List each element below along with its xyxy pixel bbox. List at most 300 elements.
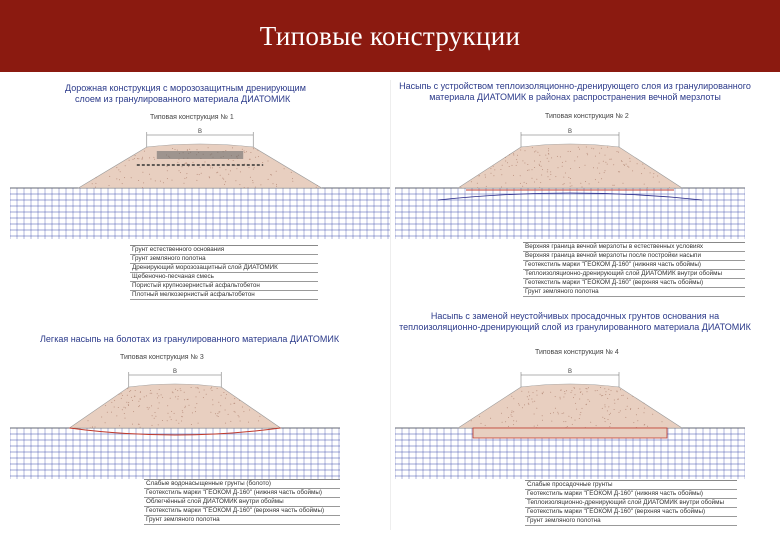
texture-dot — [177, 150, 178, 151]
texture-dot — [225, 150, 226, 151]
texture-dot — [253, 148, 254, 149]
slide-title: Типовые конструкции — [259, 20, 521, 51]
texture-dot — [270, 174, 271, 175]
texture-dot — [555, 176, 556, 177]
ground-grid — [10, 428, 340, 479]
texture-dot — [152, 415, 153, 416]
texture-dot — [260, 184, 261, 185]
texture-dot — [219, 412, 220, 413]
texture-dot — [193, 162, 194, 163]
panel-divider — [390, 80, 391, 530]
texture-dot — [582, 408, 583, 409]
texture-dot — [119, 394, 120, 395]
texture-dot — [109, 185, 110, 186]
texture-dot — [636, 414, 637, 415]
texture-dot — [460, 187, 461, 188]
texture-dot — [174, 413, 175, 414]
texture-dot — [107, 412, 108, 413]
texture-dot — [547, 171, 548, 172]
texture-dot — [545, 155, 546, 156]
texture-dot — [209, 176, 210, 177]
texture-dot — [490, 418, 491, 419]
texture-dot — [521, 391, 522, 392]
texture-dot — [254, 167, 255, 168]
texture-dot — [234, 398, 235, 399]
texture-dot — [622, 161, 623, 162]
texture-dot — [570, 178, 571, 179]
title-line: Насыпь с устройством теплоизоляционно-дренирующего слоя из гранулированного — [399, 81, 751, 91]
texture-dot — [608, 406, 609, 407]
texture-dot — [537, 152, 538, 153]
replacement-layer — [473, 428, 667, 438]
legend-row: Слабые водонасыщенные грунты (болото) — [144, 480, 340, 489]
texture-dot — [139, 405, 140, 406]
texture-dot — [512, 416, 513, 417]
texture-dot — [197, 387, 198, 388]
texture-dot — [239, 184, 240, 185]
texture-dot — [172, 148, 173, 149]
texture-dot — [490, 168, 491, 169]
texture-dot — [122, 183, 123, 184]
texture-dot — [610, 413, 611, 414]
texture-dot — [534, 426, 535, 427]
texture-dot — [122, 395, 123, 396]
texture-dot — [617, 391, 618, 392]
texture-dot — [138, 406, 139, 407]
texture-dot — [614, 400, 615, 401]
texture-dot — [284, 168, 285, 169]
texture-dot — [92, 183, 93, 184]
texture-dot — [249, 410, 250, 411]
texture-dot — [217, 415, 218, 416]
texture-dot — [647, 426, 648, 427]
legend-row: Геотекстиль марки "ГЕОКОМ Д-160" (нижняя часть обоймы) — [523, 261, 745, 270]
texture-dot — [624, 165, 625, 166]
texture-dot — [550, 174, 551, 175]
texture-dot — [124, 177, 125, 178]
texture-dot — [259, 416, 260, 417]
texture-dot — [563, 397, 564, 398]
cross-section-drawing — [395, 124, 745, 239]
texture-dot — [199, 392, 200, 393]
texture-dot — [539, 165, 540, 166]
texture-dot — [225, 398, 226, 399]
texture-dot — [575, 403, 576, 404]
texture-dot — [249, 167, 250, 168]
texture-dot — [481, 423, 482, 424]
texture-dot — [586, 147, 587, 148]
texture-dot — [176, 420, 177, 421]
texture-dot — [134, 158, 135, 159]
texture-dot — [607, 164, 608, 165]
texture-dot — [167, 170, 168, 171]
texture-dot — [513, 420, 514, 421]
texture-dot — [513, 155, 514, 156]
texture-dot — [547, 169, 548, 170]
legend-row: Грунт земляного полотна — [525, 517, 737, 526]
texture-dot — [512, 411, 513, 412]
texture-dot — [536, 408, 537, 409]
texture-dot — [582, 187, 583, 188]
texture-dot — [119, 179, 120, 180]
texture-dot — [568, 151, 569, 152]
texture-dot — [642, 164, 643, 165]
texture-dot — [220, 405, 221, 406]
texture-dot — [137, 158, 138, 159]
texture-dot — [135, 155, 136, 156]
texture-dot — [201, 173, 202, 174]
texture-dot — [133, 411, 134, 412]
texture-dot — [621, 395, 622, 396]
texture-dot — [238, 415, 239, 416]
texture-dot — [90, 427, 91, 428]
texture-dot — [177, 399, 178, 400]
legend-row: Геотекстиль марки "ГЕОКОМ Д-160" (верхняя часть обоймы) — [525, 508, 737, 517]
texture-dot — [255, 157, 256, 158]
texture-dot — [597, 390, 598, 391]
texture-dot — [508, 417, 509, 418]
texture-dot — [522, 160, 523, 161]
texture-dot — [609, 394, 610, 395]
texture-dot — [614, 403, 615, 404]
texture-dot — [240, 421, 241, 422]
texture-dot — [235, 412, 236, 413]
texture-dot — [485, 425, 486, 426]
texture-dot — [292, 181, 293, 182]
texture-dot — [534, 182, 535, 183]
texture-dot — [244, 152, 245, 153]
width-mark: В — [567, 369, 573, 375]
texture-dot — [551, 421, 552, 422]
texture-dot — [196, 180, 197, 181]
texture-dot — [157, 393, 158, 394]
texture-dot — [276, 184, 277, 185]
texture-dot — [619, 412, 620, 413]
legend-row: Облегчённый слой ДИАТОМИК внутри обоймы — [144, 498, 340, 507]
texture-dot — [95, 183, 96, 184]
texture-dot — [537, 395, 538, 396]
title-line: Насыпь с заменой неустойчивых просадочных грунтов основания на — [430, 311, 720, 321]
texture-dot — [532, 169, 533, 170]
texture-dot — [155, 416, 156, 417]
texture-dot — [555, 408, 556, 409]
texture-dot — [150, 393, 151, 394]
texture-dot — [527, 170, 528, 171]
texture-dot — [573, 397, 574, 398]
texture-dot — [579, 149, 580, 150]
texture-dot — [197, 174, 198, 175]
texture-dot — [657, 176, 658, 177]
texture-dot — [606, 391, 607, 392]
texture-dot — [132, 400, 133, 401]
texture-dot — [225, 410, 226, 411]
texture-dot — [644, 408, 645, 409]
texture-dot — [268, 161, 269, 162]
texture-dot — [126, 402, 127, 403]
texture-dot — [623, 395, 624, 396]
texture-dot — [505, 161, 506, 162]
texture-dot — [502, 422, 503, 423]
texture-dot — [140, 399, 141, 400]
texture-dot — [617, 399, 618, 400]
texture-dot — [239, 400, 240, 401]
texture-dot — [571, 392, 572, 393]
cross-section-drawing — [10, 124, 390, 239]
texture-dot — [122, 409, 123, 410]
texture-dot — [562, 162, 563, 163]
texture-dot — [133, 159, 134, 160]
texture-dot — [130, 390, 131, 391]
texture-dot — [557, 412, 558, 413]
texture-dot — [520, 150, 521, 151]
texture-dot — [230, 404, 231, 405]
texture-dot — [511, 396, 512, 397]
legend-table — [144, 479, 340, 525]
texture-dot — [601, 178, 602, 179]
texture-dot — [101, 417, 102, 418]
texture-dot — [198, 388, 199, 389]
texture-dot — [608, 389, 609, 390]
texture-dot — [125, 407, 126, 408]
texture-dot — [243, 411, 244, 412]
type-label: Типовая конструкция № 3 — [120, 354, 204, 361]
texture-dot — [88, 420, 89, 421]
texture-dot — [257, 150, 258, 151]
texture-dot — [189, 149, 190, 150]
texture-dot — [561, 390, 562, 391]
texture-dot — [576, 409, 577, 410]
texture-dot — [571, 417, 572, 418]
texture-dot — [138, 180, 139, 181]
texture-dot — [578, 147, 579, 148]
texture-dot — [134, 396, 135, 397]
texture-dot — [623, 164, 624, 165]
texture-dot — [570, 186, 571, 187]
texture-dot — [149, 157, 150, 158]
texture-dot — [555, 396, 556, 397]
texture-dot — [536, 179, 537, 180]
texture-dot — [604, 404, 605, 405]
panel-title — [395, 311, 755, 333]
texture-dot — [234, 411, 235, 412]
legend-row: Слабые просадочные грунты — [525, 481, 737, 490]
texture-dot — [258, 156, 259, 157]
texture-dot — [533, 392, 534, 393]
texture-dot — [508, 426, 509, 427]
texture-dot — [599, 153, 600, 154]
texture-dot — [574, 387, 575, 388]
texture-dot — [564, 183, 565, 184]
texture-dot — [116, 167, 117, 168]
texture-dot — [548, 153, 549, 154]
texture-dot — [150, 179, 151, 180]
texture-dot — [175, 396, 176, 397]
texture-dot — [587, 154, 588, 155]
texture-dot — [614, 409, 615, 410]
texture-dot — [524, 163, 525, 164]
texture-dot — [568, 416, 569, 417]
texture-dot — [485, 174, 486, 175]
texture-dot — [507, 407, 508, 408]
texture-dot — [548, 176, 549, 177]
texture-dot — [211, 387, 212, 388]
texture-dot — [116, 178, 117, 179]
texture-dot — [539, 164, 540, 165]
panel-construction-4 — [395, 308, 775, 533]
texture-dot — [614, 185, 615, 186]
texture-dot — [253, 169, 254, 170]
texture-dot — [186, 177, 187, 178]
texture-dot — [225, 169, 226, 170]
texture-dot — [120, 171, 121, 172]
texture-dot — [501, 187, 502, 188]
texture-dot — [124, 413, 125, 414]
legend-row: Пористый крупнозернистый асфальтобетон — [130, 282, 318, 291]
texture-dot — [563, 177, 564, 178]
texture-dot — [565, 421, 566, 422]
texture-dot — [160, 181, 161, 182]
texture-dot — [209, 177, 210, 178]
texture-dot — [163, 182, 164, 183]
texture-dot — [228, 159, 229, 160]
texture-dot — [529, 170, 530, 171]
texture-dot — [210, 165, 211, 166]
texture-dot — [221, 395, 222, 396]
texture-dot — [485, 177, 486, 178]
texture-dot — [239, 416, 240, 417]
cross-section-drawing — [10, 364, 340, 479]
title-line: слоем из гранулированного материала ДИАТОМИК — [75, 94, 291, 104]
texture-dot — [276, 171, 277, 172]
texture-dot — [118, 169, 119, 170]
texture-dot — [501, 413, 502, 414]
texture-dot — [158, 395, 159, 396]
title-line: теплоизоляционно-дренирующий слой из гранулированного материала ДИАТОМИК — [399, 322, 751, 332]
texture-dot — [528, 404, 529, 405]
texture-dot — [600, 387, 601, 388]
texture-dot — [138, 158, 139, 159]
texture-dot — [111, 402, 112, 403]
texture-dot — [151, 393, 152, 394]
texture-dot — [175, 149, 176, 150]
texture-dot — [588, 399, 589, 400]
texture-dot — [291, 172, 292, 173]
texture-dot — [560, 398, 561, 399]
texture-dot — [541, 175, 542, 176]
texture-dot — [138, 401, 139, 402]
width-mark: В — [172, 369, 178, 375]
texture-dot — [535, 151, 536, 152]
texture-dot — [230, 170, 231, 171]
texture-dot — [577, 156, 578, 157]
panel-construction-2 — [395, 80, 775, 305]
texture-dot — [151, 405, 152, 406]
texture-dot — [292, 178, 293, 179]
texture-dot — [630, 161, 631, 162]
texture-dot — [131, 177, 132, 178]
texture-dot — [177, 162, 178, 163]
texture-dot — [142, 172, 143, 173]
texture-dot — [605, 421, 606, 422]
texture-dot — [593, 148, 594, 149]
texture-dot — [542, 415, 543, 416]
texture-dot — [627, 166, 628, 167]
texture-dot — [235, 165, 236, 166]
texture-dot — [205, 162, 206, 163]
texture-dot — [647, 187, 648, 188]
texture-dot — [513, 398, 514, 399]
texture-dot — [637, 420, 638, 421]
texture-dot — [200, 167, 201, 168]
texture-dot — [608, 419, 609, 420]
texture-dot — [479, 416, 480, 417]
legend-table — [525, 480, 737, 526]
texture-dot — [114, 400, 115, 401]
texture-dot — [210, 388, 211, 389]
texture-dot — [203, 397, 204, 398]
texture-dot — [225, 181, 226, 182]
texture-dot — [632, 396, 633, 397]
texture-dot — [587, 153, 588, 154]
texture-dot — [598, 182, 599, 183]
embankment-body — [78, 144, 321, 188]
texture-dot — [477, 183, 478, 184]
texture-dot — [180, 388, 181, 389]
texture-dot — [218, 402, 219, 403]
texture-dot — [244, 151, 245, 152]
texture-dot — [268, 179, 269, 180]
texture-dot — [585, 181, 586, 182]
texture-dot — [240, 171, 241, 172]
texture-dot — [212, 390, 213, 391]
title-banner — [0, 0, 780, 72]
legend-row: Грунт земляного полотна — [523, 288, 745, 297]
texture-dot — [627, 406, 628, 407]
texture-dot — [152, 425, 153, 426]
texture-dot — [628, 167, 629, 168]
texture-dot — [652, 414, 653, 415]
texture-dot — [511, 414, 512, 415]
texture-dot — [191, 424, 192, 425]
texture-dot — [522, 407, 523, 408]
texture-dot — [540, 161, 541, 162]
texture-dot — [586, 388, 587, 389]
pavement-layers — [157, 151, 243, 159]
texture-dot — [512, 165, 513, 166]
texture-dot — [149, 174, 150, 175]
texture-dot — [580, 391, 581, 392]
texture-dot — [212, 399, 213, 400]
texture-dot — [662, 421, 663, 422]
texture-dot — [602, 417, 603, 418]
texture-dot — [222, 178, 223, 179]
texture-dot — [575, 420, 576, 421]
texture-dot — [131, 397, 132, 398]
texture-dot — [565, 173, 566, 174]
texture-dot — [276, 186, 277, 187]
texture-dot — [471, 420, 472, 421]
texture-dot — [618, 171, 619, 172]
texture-dot — [212, 167, 213, 168]
panel-title — [40, 334, 339, 345]
embankment-body — [69, 384, 280, 428]
texture-dot — [597, 168, 598, 169]
texture-dot — [516, 421, 517, 422]
texture-dot — [659, 182, 660, 183]
texture-dot — [579, 389, 580, 390]
texture-dot — [234, 403, 235, 404]
panel-construction-3 — [10, 322, 390, 532]
